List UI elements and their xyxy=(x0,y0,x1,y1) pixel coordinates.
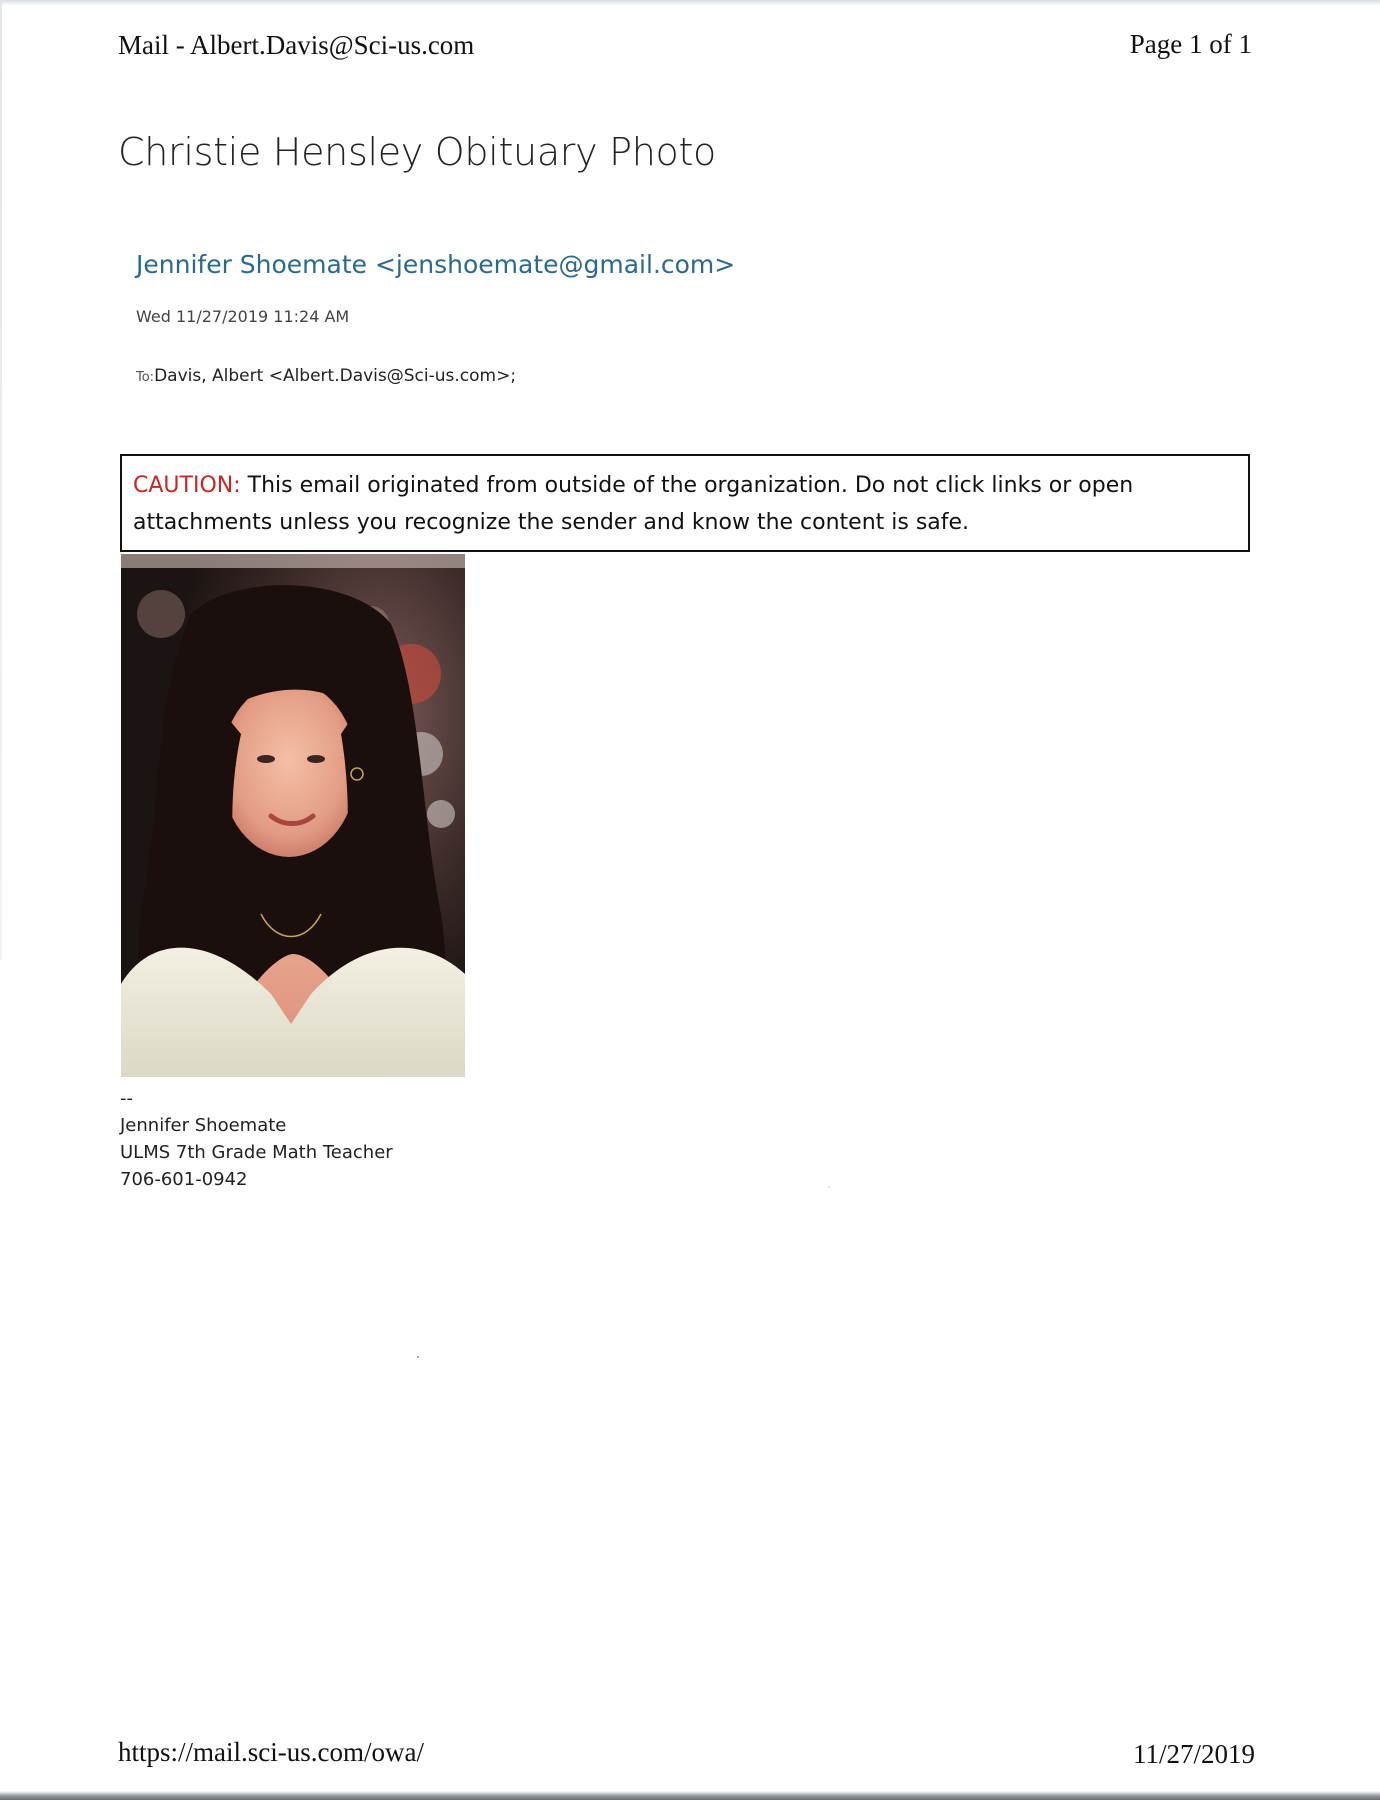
scan-speck xyxy=(828,1186,830,1188)
print-header-title: Mail - Albert.Davis@Sci-us.com xyxy=(118,30,475,60)
caution-text: This email originated from outside of the organization. Do not click links or open attachments unless you recognize the sender and know the content is safe. xyxy=(133,473,1134,535)
recipient-line xyxy=(136,366,516,386)
scan-edge-bottom xyxy=(0,1791,1380,1800)
scan-edge-left xyxy=(0,0,2,960)
signature-title: ULMS 7th Grade Math Teacher xyxy=(120,1142,393,1163)
scan-speck xyxy=(417,1356,419,1358)
signature-phone: 706-601-0942 xyxy=(120,1169,248,1190)
portrait-image xyxy=(121,554,465,1077)
email-signature xyxy=(120,1085,393,1193)
signature-separator: -- xyxy=(120,1088,133,1109)
email-subject: Christie Hensley Obituary Photo xyxy=(118,130,716,174)
sent-timestamp: Wed 11/27/2019 11:24 AM xyxy=(136,307,350,326)
signature-name: Jennifer Shoemate xyxy=(120,1115,287,1136)
recipient-value[interactable]: Davis, Albert <Albert.Davis@Sci-us.com>; xyxy=(154,366,517,386)
print-header-page: Page 1 of 1 xyxy=(1129,29,1252,59)
caution-banner xyxy=(120,454,1250,552)
print-footer-date: 11/27/2019 xyxy=(1132,1739,1255,1769)
to-label: To: xyxy=(136,370,155,385)
print-footer-url: https://mail.sci-us.com/owa/ xyxy=(118,1737,424,1767)
scan-edge-top xyxy=(0,0,1380,6)
caution-label: CAUTION: xyxy=(133,473,241,498)
sender-link[interactable]: Jennifer Shoemate <jenshoemate@gmail.com> xyxy=(136,250,736,279)
obituary-photo[interactable] xyxy=(121,554,465,1077)
